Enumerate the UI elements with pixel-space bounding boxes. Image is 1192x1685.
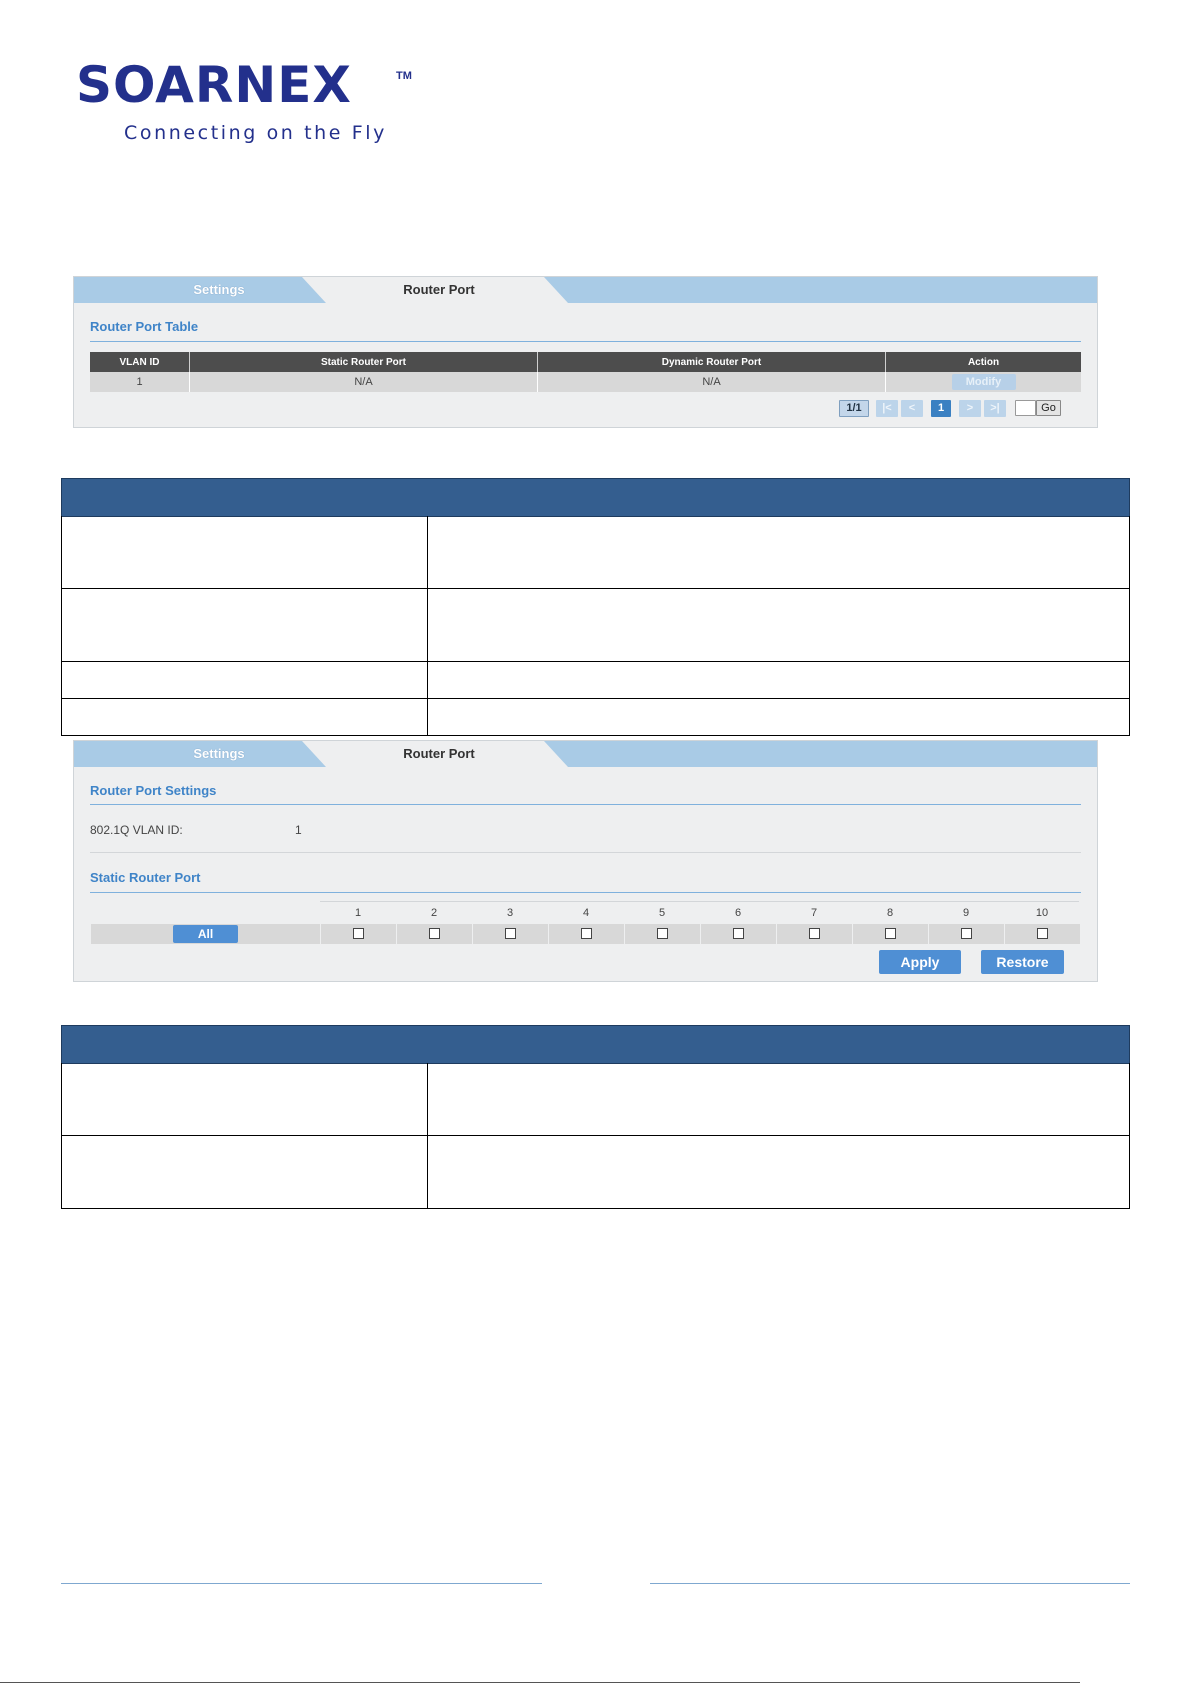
port-header: 9	[962, 907, 970, 919]
brand-logo: SOARNEX	[76, 56, 352, 114]
apply-button[interactable]: Apply	[879, 950, 961, 974]
port-header: 5	[658, 907, 666, 919]
doc-table-2-header	[61, 1025, 1130, 1064]
port-header: 10	[1035, 907, 1049, 919]
tab-bar	[74, 277, 1097, 303]
doc-table-2-column-divider	[427, 1063, 428, 1208]
port-header: 8	[886, 907, 894, 919]
port-checkbox[interactable]	[885, 928, 896, 939]
restore-button[interactable]: Restore	[981, 950, 1064, 974]
table-row	[90, 372, 1081, 392]
modify-button[interactable]: Modify	[952, 374, 1016, 390]
tab-router-port[interactable]: Router Port	[403, 282, 475, 297]
port-header: 3	[506, 907, 514, 919]
divider	[90, 852, 1081, 853]
port-checkbox[interactable]	[961, 928, 972, 939]
section-divider	[90, 804, 1081, 805]
doc-table-2-row	[61, 1063, 1130, 1136]
tab-settings[interactable]: Settings	[193, 746, 245, 761]
page-number-input[interactable]	[1015, 400, 1036, 416]
port-checkbox[interactable]	[809, 928, 820, 939]
vlan-id-label: 802.1Q VLAN ID:	[90, 823, 183, 837]
page-1-button[interactable]: 1	[931, 400, 951, 417]
section-divider	[90, 341, 1081, 342]
port-grid-header-line	[320, 901, 1079, 902]
col-action: Action	[886, 352, 1082, 372]
next-page-button[interactable]: >	[959, 400, 981, 417]
port-header: 6	[734, 907, 742, 919]
all-button[interactable]: All	[173, 925, 238, 943]
tab-bar	[74, 741, 1097, 767]
section-title: Router Port Table	[90, 319, 199, 334]
page-total: 1/1	[839, 400, 869, 417]
static-router-port-title: Static Router Port	[90, 870, 201, 885]
port-checkbox[interactable]	[353, 928, 364, 939]
port-checkbox[interactable]	[1037, 928, 1048, 939]
doc-table-1-row	[61, 589, 1130, 662]
cell-dynamic: N/A	[538, 372, 886, 392]
port-header: 2	[430, 907, 438, 919]
vlan-id-value: 1	[295, 823, 302, 837]
section-divider	[90, 892, 1081, 893]
first-page-button[interactable]: |<	[876, 400, 898, 417]
section-title: Router Port Settings	[90, 783, 217, 798]
page-bottom-line	[0, 1682, 1080, 1683]
doc-table-1-row	[61, 516, 1130, 589]
port-header: 1	[354, 907, 362, 919]
port-checkbox[interactable]	[429, 928, 440, 939]
doc-table-1-row	[61, 699, 1130, 736]
doc-table-2-row	[61, 1136, 1130, 1209]
last-page-button[interactable]: >|	[984, 400, 1006, 417]
port-checkbox[interactable]	[581, 928, 592, 939]
port-checkbox[interactable]	[733, 928, 744, 939]
cell-vlan-id: 1	[90, 372, 190, 392]
go-button[interactable]: Go	[1036, 400, 1061, 416]
tab-settings[interactable]: Settings	[193, 282, 245, 297]
cell-action	[886, 372, 1082, 392]
router-port-settings-panel	[73, 740, 1098, 982]
brand-tagline: Connecting on the Fly	[124, 122, 387, 144]
footer-line-right	[650, 1583, 1130, 1584]
col-dynamic-router-port: Dynamic Router Port	[538, 352, 886, 372]
doc-table-1-row	[61, 662, 1130, 699]
col-vlan-id: VLAN ID	[90, 352, 190, 372]
router-port-table	[90, 352, 1081, 392]
doc-table-1-header	[61, 478, 1130, 517]
cell-static: N/A	[190, 372, 538, 392]
port-checkbox[interactable]	[505, 928, 516, 939]
trademark-mark: TM	[396, 70, 412, 82]
port-header: 4	[582, 907, 590, 919]
doc-table-1-column-divider	[427, 516, 428, 735]
port-checkbox[interactable]	[657, 928, 668, 939]
tab-router-port[interactable]: Router Port	[403, 746, 475, 761]
prev-page-button[interactable]: <	[901, 400, 923, 417]
footer-line-left	[61, 1583, 542, 1584]
port-header: 7	[810, 907, 818, 919]
col-static-router-port: Static Router Port	[190, 352, 538, 372]
